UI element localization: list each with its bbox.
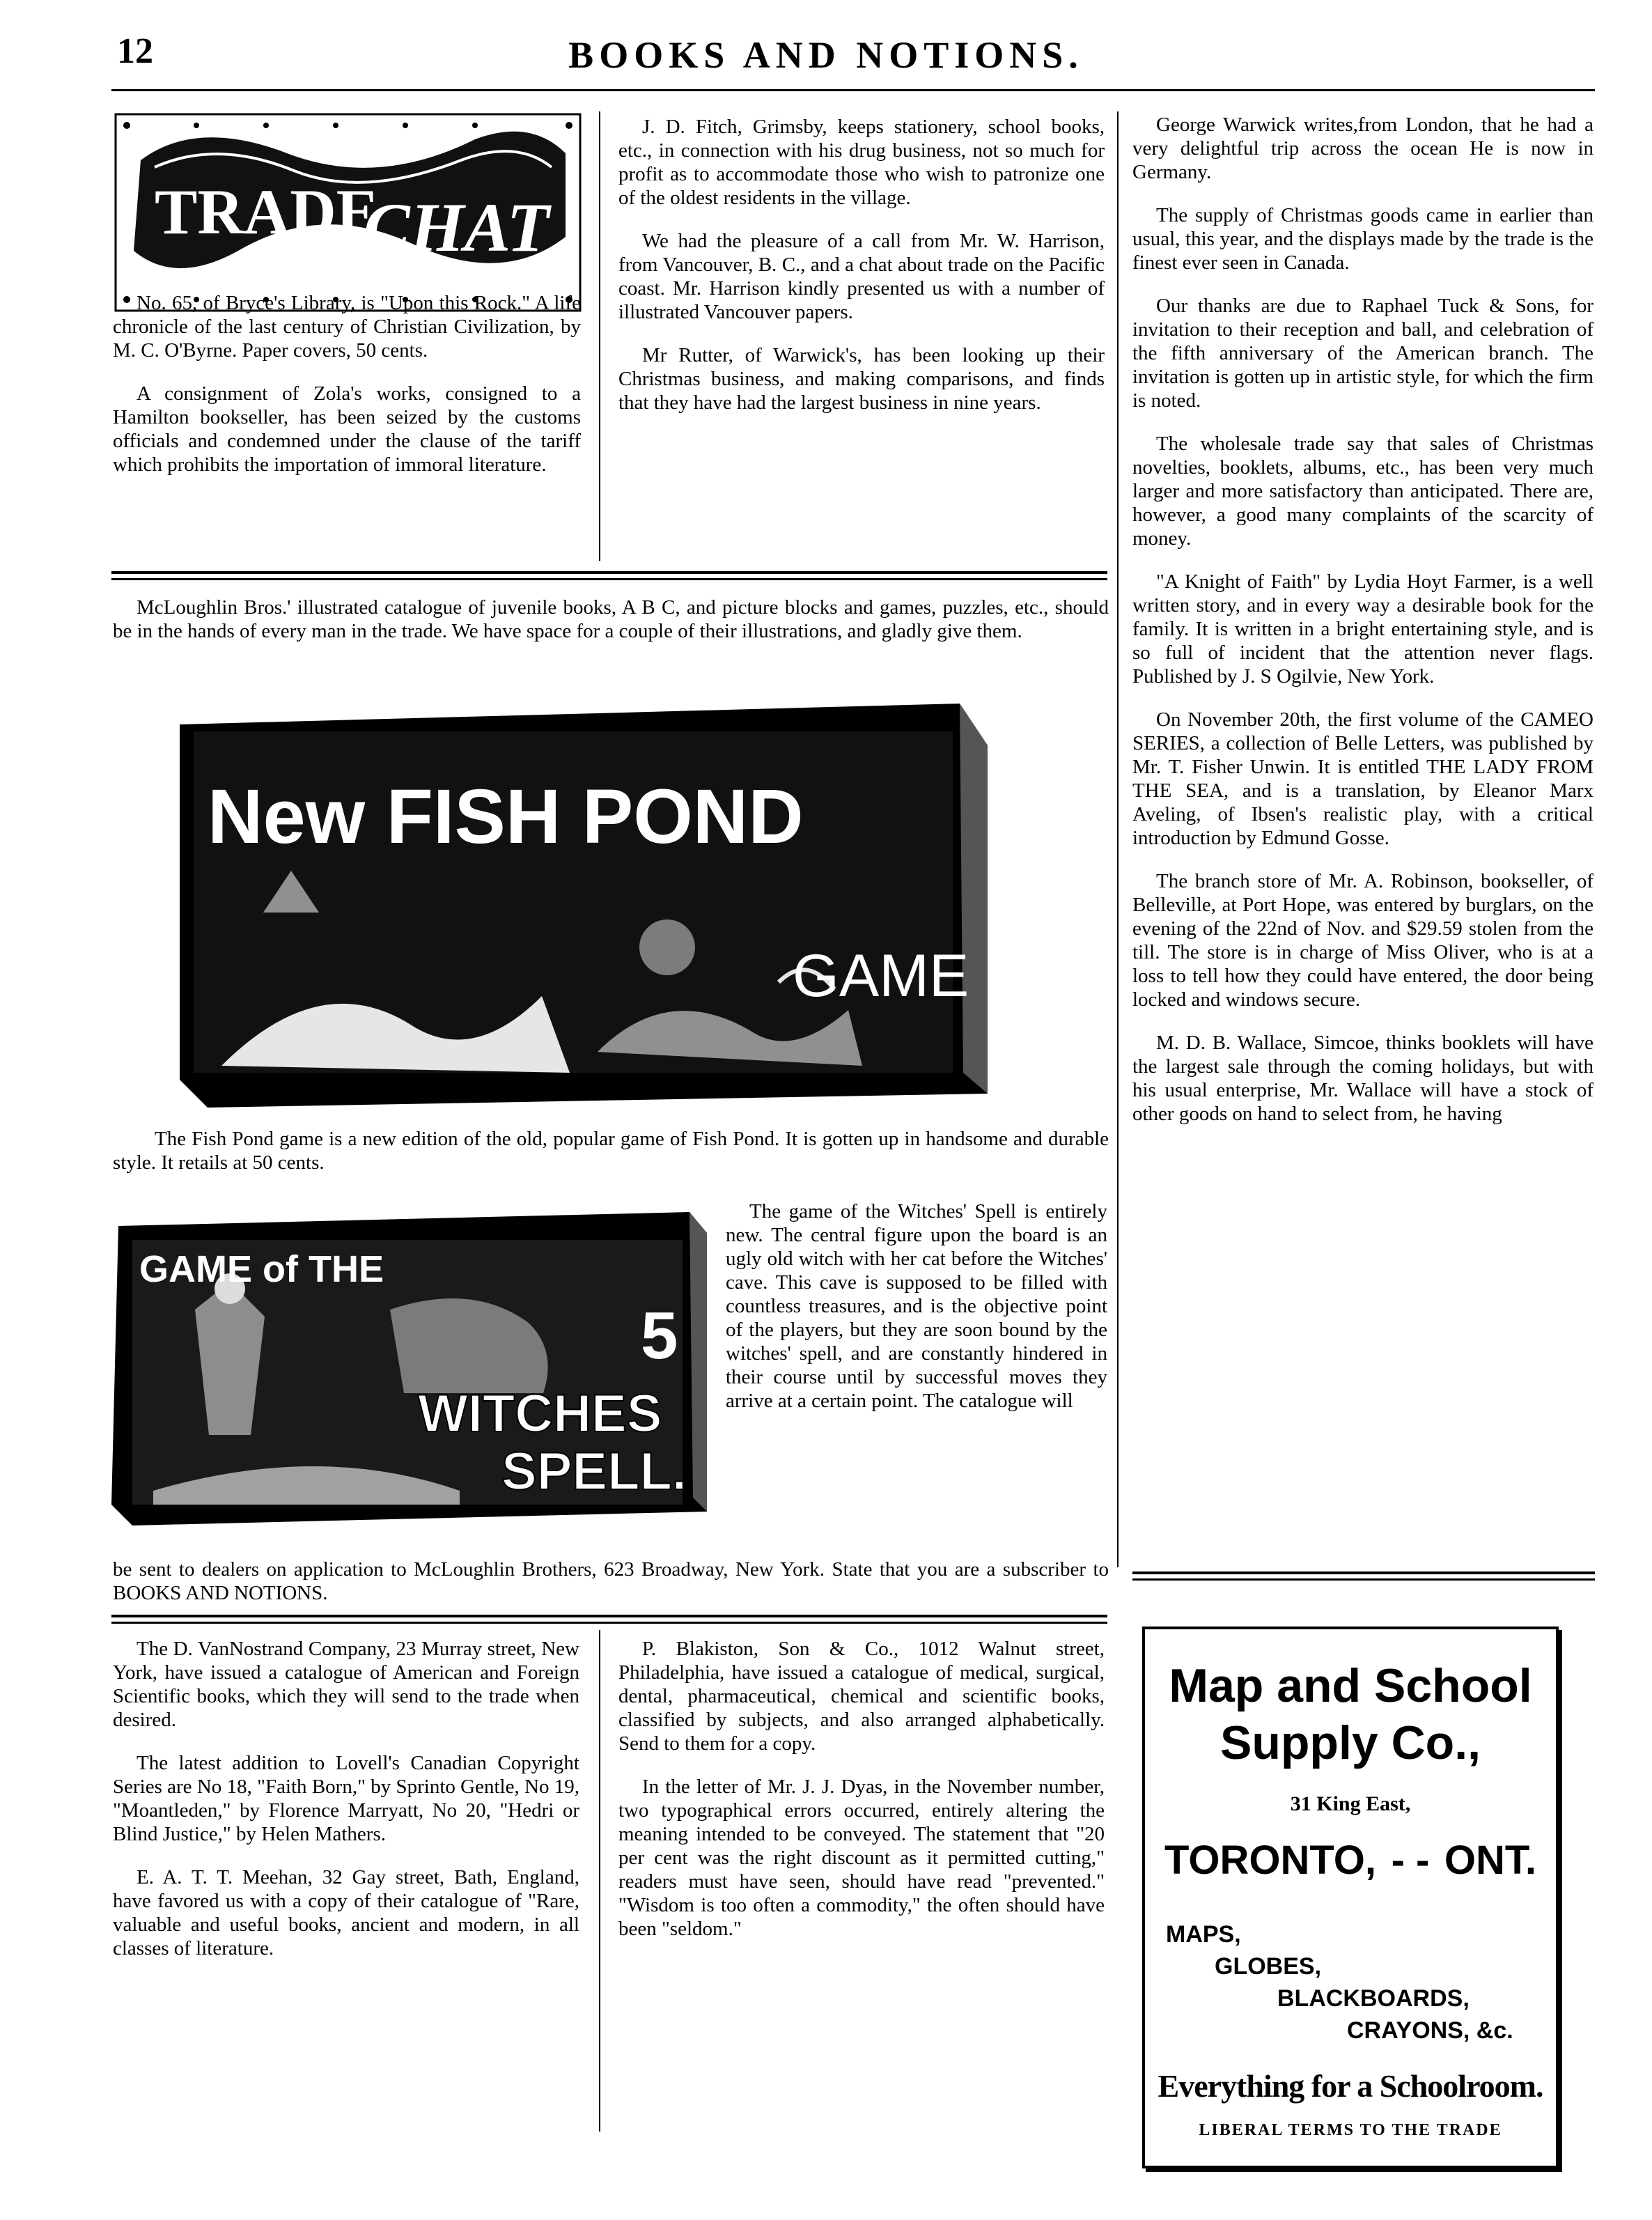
fish-pond-subtitle: GAME <box>793 942 969 1009</box>
witches-top-text: GAME of THE <box>139 1248 384 1290</box>
ad-city-line <box>1145 1837 1556 1884</box>
paragraph-harrison-vancouver: We had the pleasure of a call from Mr. W. Harrison, from Vancouver, B. C., and a chat about trade on the Pacific coast. Mr. Harrison kindly presented us with a number of illustrated Vancouver papers. <box>618 230 1105 323</box>
paragraph-van-nostrand: The D. VanNostrand Company, 23 Murray street, New York, have issued a catalogue of American and Foreign Scientific books, which they will send to the trade when desired. <box>113 1638 579 1731</box>
paragraph-warwick-london: George Warwick writes,from London, that he had a very delightful trip across the ocean He is now in Germany. <box>1132 114 1593 183</box>
witches-title-2: SPELL. <box>501 1442 687 1501</box>
witches-title-1: WITCHES <box>418 1384 662 1443</box>
paragraph-blakiston: P. Blakiston, Son & Co., 1012 Walnut street, Philadelphia, have issued a catalogue of medical, surgical, dental, pharmaceutical, chemical and scientific books, classified by subjects, and also arranged alphabetically. Send to them for a copy. <box>618 1638 1105 1755</box>
page-number: 12 <box>117 31 153 71</box>
paragraph-knight-of-faith: "A Knight of Faith" by Lydia Hoyt Farmer, is a well written story, and in every way a desirable book for the family. It is written in a bright entertaining style, and is so full of incident that the attention never flags. Published by J. S Ogilvie, New York. <box>1132 570 1593 688</box>
ad-line-2: Supply Co., <box>1220 1716 1481 1769</box>
paragraph-robinson-burglary: The branch store of Mr. A. Robinson, bookseller, of Belleville, at Port Hope, was entered by burglars, on the evening of the 22nd of Nov. and $29.59 stolen from the till. The store is in charge of Miss Oliver, who is at a loss to tell how they could have entered, the door being locked and windows secure. <box>1132 870 1593 1011</box>
column-divider-2 <box>1117 111 1119 1567</box>
paragraph-dyas-errata: In the letter of Mr. J. J. Dyas, in the November number, two typographical errors occurred, entirely altering the meaning intended to be conveyed. The statement that "20 per cent was the right discount as it permitted cutting," readers must have seen, should have read "prevented." "Wisdom is too often a commodity," the often should have been "seldom." <box>618 1776 1105 1940</box>
ad-item-crayons: CRAYONS, &c. <box>1347 2017 1513 2044</box>
column-divider-1 <box>599 111 600 561</box>
column-2-bottom <box>618 1637 1105 1941</box>
witches-spell-description: The game of the Witches' Spell is entirely new. The central figure upon the board is an ugly old witch with her cat before the Witches' cave. This cave is supposed to be filled with countless treasures, and is the objective point of the players, but they are soon bound by the witches' spell, and are constantly hindered in their course until by successful moves they arrive at a certain point. The catalogue will <box>726 1200 1107 1412</box>
column-1-bottom <box>113 1637 579 1960</box>
paragraph-lovells-series: The latest addition to Lovell's Canadian Copyright Series are No 18, "Faith Born," by Sprinto Gentle, No 19, "Moantleden," by Florence Marryatt, No 20, "Hedri or Blind Justice," by Helen Mathers. <box>113 1752 579 1845</box>
section-rule-top <box>111 571 1107 580</box>
ad-province: ONT. <box>1444 1838 1536 1883</box>
witches-number: 5 <box>641 1298 678 1373</box>
paragraph-bryces-library: No. 65, of Bryce's Library, is "Upon this Rock." A life chronicle of the last century of Christian Civilization, by M. C. O'Byrne. Paper covers, 50 cents. <box>113 292 581 362</box>
paragraph-meehan-bath: E. A. T. T. Meehan, 32 Gay street, Bath, England, have favored us with a copy of their catalogue of "Rare, valuable and useful books, ancient and modern, in all classes of literature. <box>113 1866 579 1959</box>
ad-product-list <box>1145 1918 1556 2047</box>
column-1-top <box>113 291 581 476</box>
ad-slogan: Everything for a Schoolroom. <box>1158 2068 1543 2104</box>
column-divider-bottom <box>599 1630 600 2132</box>
paragraph-cameo-series: On November 20th, the first volume of the CAMEO SERIES, a collection of Belle Letters, was published by Mr. T. Fisher Unwin. It is entitled THE LADY FROM THE SEA, and is a translation, by Eleanor Marx Aveling, of Ibsen's realistic play, with a critical introduction by Edmund Gosse. <box>1132 708 1593 849</box>
fish-pond-game-illustration <box>180 704 995 1108</box>
paragraph-zola-seizure: A consignment of Zola's works, consigned to a Hamilton bookseller, has been seized by the customs officials and condemned under the clause of the tariff which prohibits the importation of immoral literature. <box>113 382 581 476</box>
ad-city: TORONTO, <box>1164 1838 1376 1883</box>
ad-address: 31 King East, <box>1290 1792 1411 1815</box>
column-2-top <box>618 115 1105 414</box>
paragraph-rutter-warwicks: Mr Rutter, of Warwick's, has been looking up their Christmas business, and making comparisons, and finds that they have had the largest business in nine years. <box>618 344 1105 414</box>
fish-pond-caption: The Fish Pond game is a new edition of the old, popular game of Fish Pond. It is gotten up in handsome and durable style. It retails at 50 cents. <box>113 1128 1109 1174</box>
map-school-supply-advertisement <box>1142 1627 1559 2168</box>
paragraph-wallace-simcoe: M. D. B. Wallace, Simcoe, thinks booklets will have the largest sale through the coming holidays, but with his usual enterprise, Mr. Wallace will have a stock of other goods on hand to select from, he having <box>1132 1032 1593 1125</box>
ad-item-globes: GLOBES, <box>1215 1953 1322 1980</box>
ad-item-blackboards: BLACKBOARDS, <box>1277 1985 1470 2012</box>
witches-spell-game-illustration <box>111 1212 710 1526</box>
page-header-title: BOOKS AND NOTIONS. <box>568 34 1084 76</box>
fish-pond-title: New FISH POND <box>208 774 804 860</box>
header-rule <box>111 89 1595 91</box>
mcloughlin-intro: McLoughlin Bros.' illustrated catalogue of juvenile books, A B C, and picture blocks and games, puzzles, etc., should be in the hands of every man in the trade. We have space for a couple of their illustrations, and gladly give them. <box>113 596 1109 642</box>
paragraph-wholesale-trade: The wholesale trade say that sales of Christmas novelties, booklets, albums, etc., has been very much larger and more satisfactory than anticipated. There are, however, a good many complaints of the scarcity of money. <box>1132 433 1593 550</box>
paragraph-christmas-goods: The supply of Christmas goods came in earlier than usual, this year, and the displays made by the trade is the finest ever seen in Canada. <box>1132 204 1593 274</box>
ad-line-1: Map and School <box>1169 1659 1532 1712</box>
section-rule-bottom <box>111 1615 1107 1624</box>
paragraph-raphael-tuck: Our thanks are due to Raphael Tuck & Sons, for invitation to their reception and ball, and celebration of the fifth anniversary of the American branch. The invitation is gotten up in artistic style, for which the firm is noted. <box>1132 295 1593 412</box>
witches-spell-continuation: be sent to dealers on application to McLoughlin Brothers, 623 Broadway, New York. State that you are a subscriber to BOOKS AND NOTIONS. <box>113 1558 1109 1604</box>
ad-dashes: - - <box>1391 1838 1430 1883</box>
ad-item-maps: MAPS, <box>1166 1921 1241 1948</box>
column-3-end-rule <box>1132 1571 1595 1581</box>
banner-word-trade: TRADE <box>155 176 380 247</box>
trade-chat-banner <box>113 111 583 313</box>
column-3 <box>1132 113 1593 1126</box>
paragraph-fitch-grimsby: J. D. Fitch, Grimsby, keeps stationery, school books, etc., in connection with his drug business, not so much for profit as to accommodate those who wish to patronize one of the oldest residents in the village. <box>618 116 1105 209</box>
ad-terms: LIBERAL TERMS TO THE TRADE <box>1199 2121 1502 2139</box>
banner-word-chat: CHAT <box>364 189 550 266</box>
